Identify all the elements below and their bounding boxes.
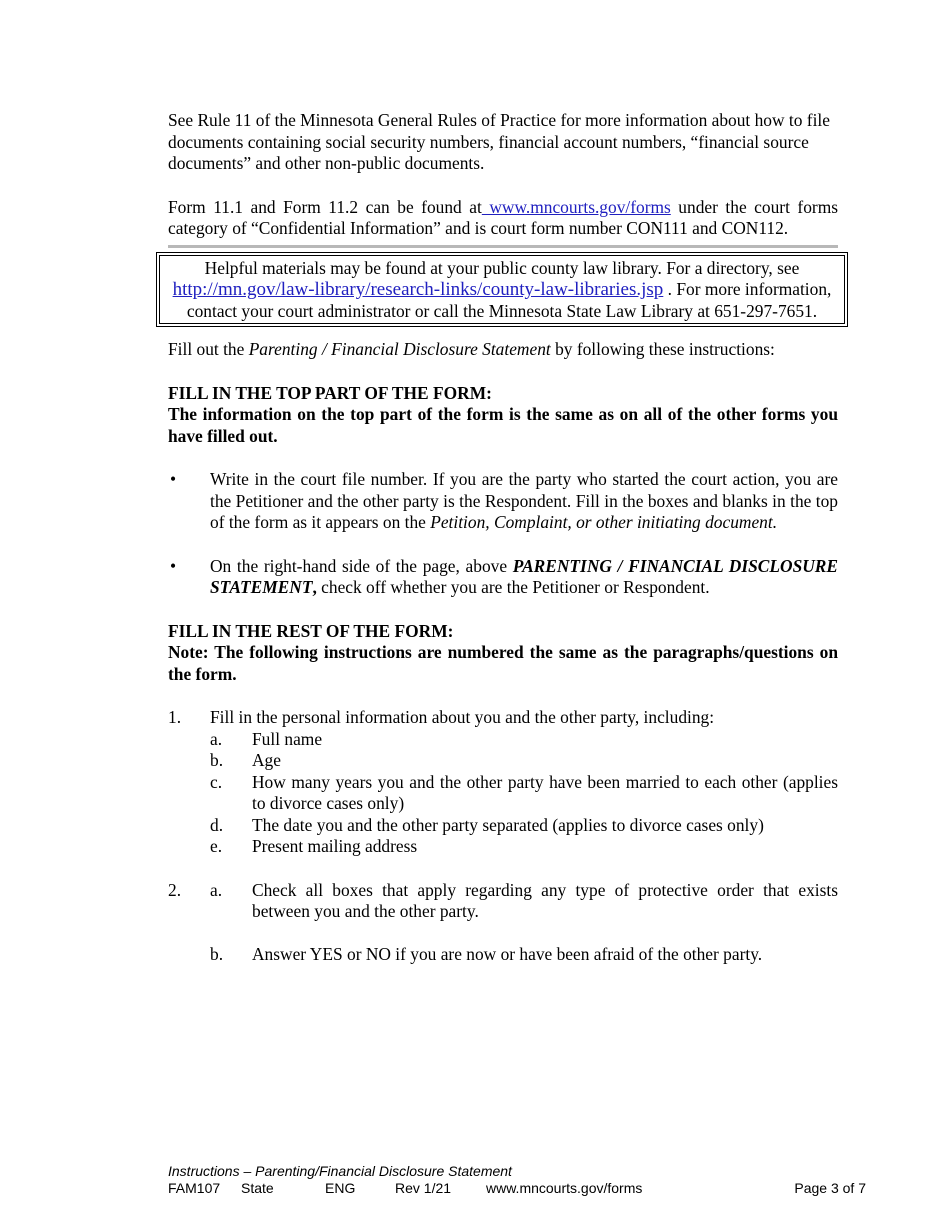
item-number: 1.	[168, 707, 182, 727]
footer-page-number: Page 3 of 7	[794, 1180, 866, 1196]
sub-item-a: a. Check all boxes that apply regarding any type of protective order that exists between you and the other party.	[210, 879, 838, 921]
sub-item-e: e. Present mailing address	[210, 836, 418, 856]
footer-form-code: FAM107	[168, 1180, 221, 1196]
top-section-subheading: The information on the top part of the form is the same as on all of the other forms you have filled out.	[168, 404, 838, 446]
top-section-heading: FILL IN THE TOP PART OF THE FORM:	[168, 382, 492, 403]
page-footer	[168, 1163, 866, 1197]
divider-rule	[168, 245, 838, 248]
rest-section-heading: FILL IN THE REST OF THE FORM:	[168, 620, 454, 641]
county-law-libraries-link[interactable]: http://mn.gov/law-library/research-links/county-law-libraries.jsp	[172, 279, 664, 300]
bullet-icon: •	[170, 555, 177, 576]
intro-paragraph: See Rule 11 of the Minnesota General Rules of Practice for more information about how to file documents containing social security numbers, financial account numbers, “financial source documents” and other non-public documents.	[168, 110, 830, 173]
sub-item-b: b. Answer YES or NO if you are now or have been afraid of the other party.	[210, 943, 763, 964]
footer-url: www.mncourts.gov/forms	[486, 1180, 643, 1196]
footer-revision: Rev 1/21	[395, 1180, 452, 1196]
instruction-item-2	[168, 880, 838, 966]
bullet-court-file-number: • Write in the court file number. If you are the party who started the court action, you are the Petitioner and the other party is the Respondent. Fill in the boxes and blanks in the top of the form as it appears on the Petition, Complaint, or other initiating document.	[170, 469, 838, 532]
forms-paragraph: Form 11.1 and Form 11.2 can be found at www.mncourts.gov/forms under the court forms category of “Confidential Information” and is court form number CON111 and CON112.	[168, 196, 838, 238]
fill-out-instruction: Fill out the Parenting / Financial Disclosure Statement by following these instructions:	[168, 339, 775, 359]
help-box-contact-text: . For more information, contact your court administrator or call the Minnesota State Law Library at 651-297-7651.	[186, 279, 832, 321]
law-library-info-box	[156, 252, 848, 328]
sub-item-d: d. The date you and the other party separated (applies to divorce cases only)	[210, 814, 764, 835]
document-body	[168, 110, 838, 965]
instruction-item-1	[168, 707, 838, 858]
sub-item-a: a. Full name	[210, 728, 323, 749]
item-1-text: Fill in the personal information about you and the other party, including:	[210, 707, 715, 727]
bullet-icon: •	[170, 469, 177, 489]
rest-section-note: Note: The following instructions are numbered the same as the paragraphs/questions on the form.	[168, 642, 838, 684]
sub-item-b: b. Age	[210, 750, 281, 770]
sub-item-c: c. How many years you and the other party have been married to each other (applies to divorce cases only)	[210, 771, 838, 813]
mncourts-forms-link[interactable]: www.mncourts.gov/forms	[481, 196, 671, 217]
item-number: 2.	[168, 879, 182, 900]
bullet-petitioner-respondent: • On the right-hand side of the page, above PARENTING / FINANCIAL DISCLOSURE STATEMENT, check off whether you are the Petitioner or Respondent.	[170, 555, 839, 597]
footer-title: Instructions – Parenting/Financial Disclosure Statement	[168, 1163, 512, 1179]
footer-scope: State	[241, 1180, 274, 1196]
footer-language: ENG	[325, 1180, 356, 1196]
help-box-text: Helpful materials may be found at your public county law library. For a directory, see	[204, 257, 800, 278]
